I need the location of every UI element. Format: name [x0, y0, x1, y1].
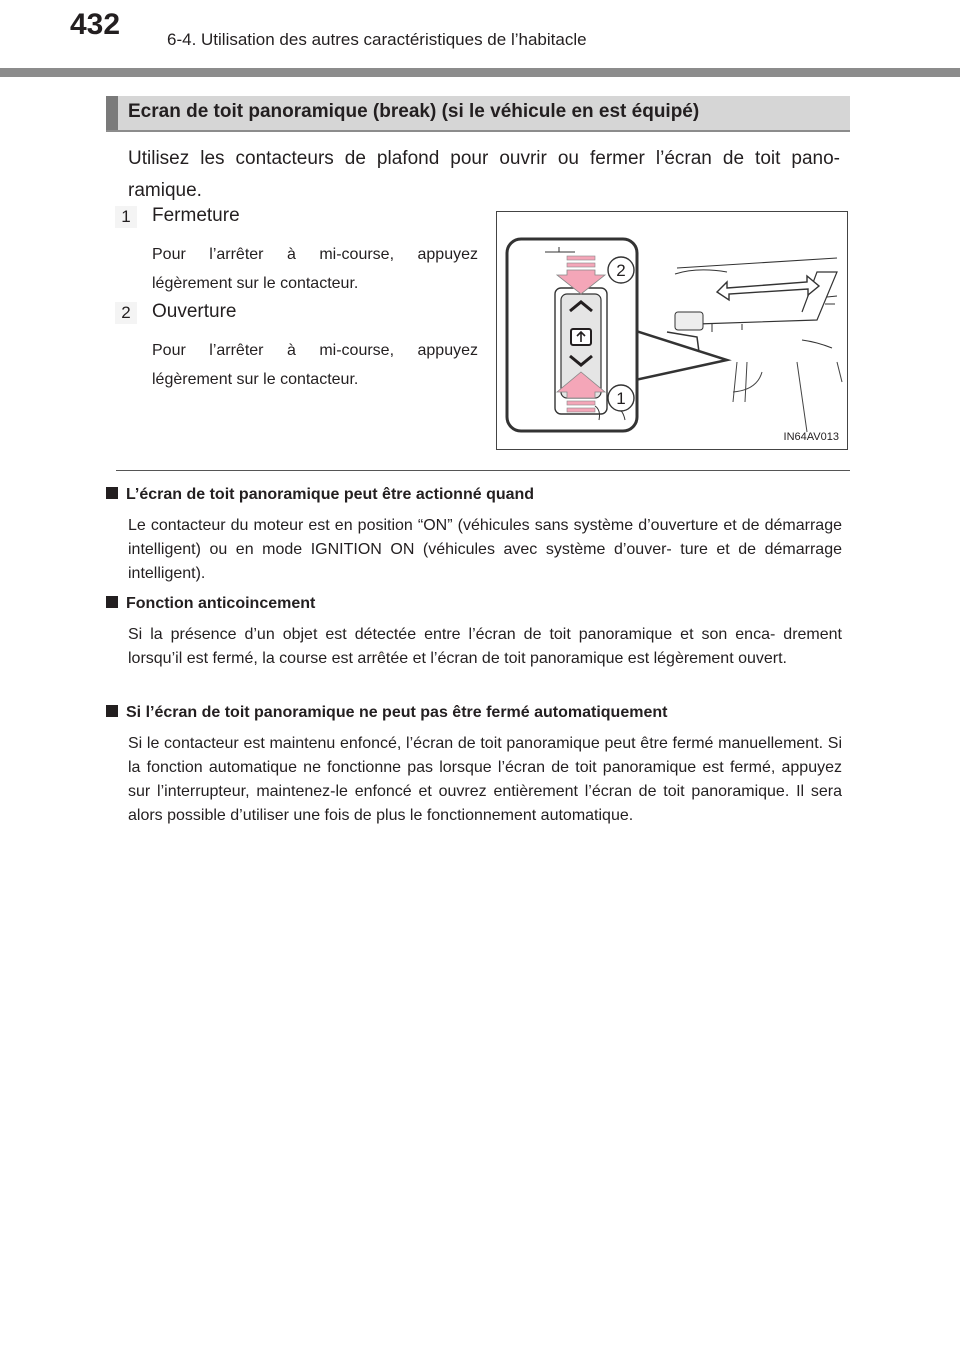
note-2-body: Si la présence d’un objet est détectée entre l’écran de toit panoramique et son enca- drement lorsqu’il est fermé, la course est arrêtée et l’écran de toit panoramique est légèrement ouvert.	[128, 626, 842, 667]
section-divider	[116, 470, 850, 471]
step-2-badge: 2	[115, 302, 137, 324]
roof-switch-figure	[496, 211, 848, 450]
step-1-title: Fermeture	[152, 205, 240, 226]
bullet-square-icon	[106, 705, 118, 717]
bullet-square-icon	[106, 487, 118, 499]
roof-switch-illustration	[497, 212, 847, 449]
double-arrow-icon	[717, 276, 819, 300]
banner-bar	[106, 96, 118, 130]
section-title: Ecran de toit panoramique (break) (si le véhicule en est équipé)	[128, 101, 700, 122]
step-2-description: Pour l’arrêter à mi-course, appuyez légèrement sur le contacteur.	[152, 342, 478, 388]
callout-1-label: 1	[616, 389, 626, 408]
callout-2-label: 2	[616, 261, 626, 280]
note-3-title: Si l’écran de toit panoramique ne peut pas être fermé automatiquement	[126, 704, 668, 721]
figure-code: IN64AV013	[783, 431, 839, 443]
step-1-description: Pour l’arrêter à mi-course, appuyez légèrement sur le contacteur.	[152, 246, 478, 292]
intro-paragraph: Utilisez les contacteurs de plafond pour ouvrir ou fermer l’écran de toit pano- ramique.	[128, 148, 840, 201]
note-2-heading	[106, 595, 315, 613]
note-1-body: Le contacteur du moteur est en position “ON” (véhicules sans système d’ouverture et de démarrage intelligent) ou en mode IGNITION ON (véhicules avec système d’ouver- ture et de démarrage intelligent).	[128, 517, 842, 582]
bullet-square-icon	[106, 596, 118, 608]
note-1-title: L’écran de toit panoramique peut être actionné quand	[126, 486, 535, 503]
section-banner	[106, 96, 850, 132]
note-1-heading	[106, 486, 534, 504]
step-2-title: Ouverture	[152, 301, 237, 322]
note-2-title: Fonction anticoincement	[126, 595, 316, 612]
page-number: 432	[70, 8, 121, 41]
note-3-body: Si le contacteur est maintenu enfoncé, l’écran de toit panoramique peut être fermé manuellement. Si la fonction automatique ne fonctionne pas lorsque l’écran de toit panoramique est fermé, appuyez sur l’interrupteur, maintenez-le enfoncé et ouvrez entièrement l’écran de toit panoramique. Il sera alors possible d’utiliser une fois de plus le fonctionnement automatique.	[128, 735, 842, 824]
header-rule	[0, 68, 960, 77]
step-1-badge: 1	[115, 206, 137, 228]
note-3-heading	[106, 704, 667, 722]
running-head: 6-4. Utilisation des autres caractéristiques de l’habitacle	[167, 30, 587, 49]
